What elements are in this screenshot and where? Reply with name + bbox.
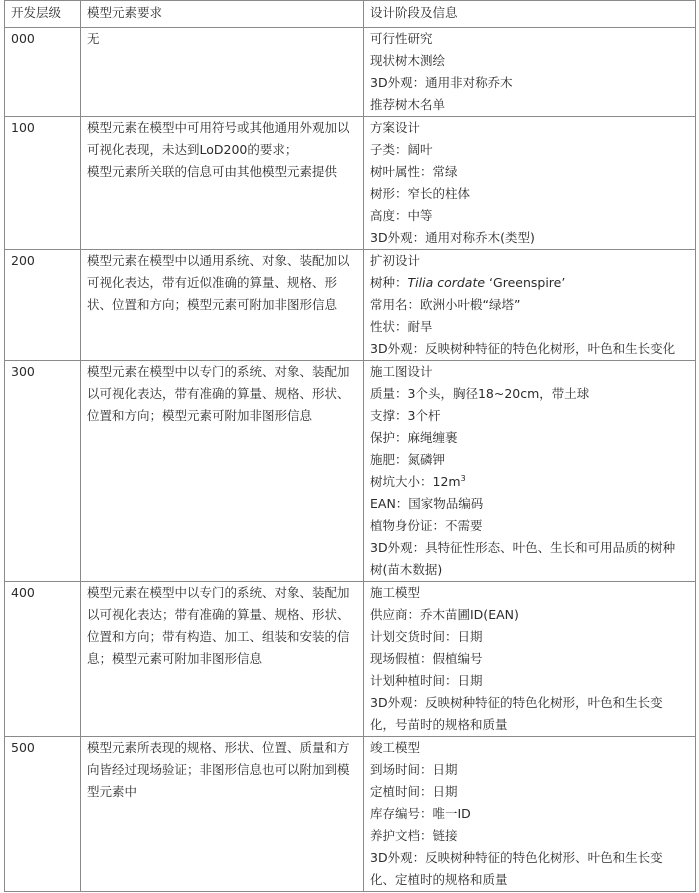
info-line: 计划交货时间：日期 (370, 629, 483, 644)
level-cell: 100 (5, 117, 81, 250)
species-prefix: 树种： (370, 275, 408, 290)
table-row (5, 28, 696, 117)
requirements-cell (81, 361, 364, 582)
info-line: 树形：窄长的柱体 (370, 186, 471, 201)
info-line: 化，号苗时的规格和质量 (370, 717, 508, 732)
info-line: 树叶属性：常绿 (370, 164, 458, 179)
requirement-line: 息；模型元素可附加非图形信息 (87, 651, 263, 666)
info-line: 树(苗木数据) (370, 562, 443, 577)
species-latin-name: Tilia cordate (407, 275, 486, 290)
requirement-line: 模型元素在模型中以专门的系统、对象、装配加 (87, 364, 350, 379)
info-line: 现状树木测绘 (370, 53, 446, 68)
requirement-line: 模型元素在模型中可用符号或其他通用外观加以 (87, 120, 350, 135)
info-line: 施肥：氮磷钾 (370, 452, 446, 467)
info-line: 3D外观：反映树种特征的特色化树形，叶色和生长变化 (370, 341, 676, 356)
table-row (5, 582, 696, 737)
info-cell (364, 117, 696, 250)
requirement-line: 向皆经过现场验证；非图形信息也可以附加到模 (87, 762, 350, 777)
pit-size-text: 树坑大小：12m (370, 474, 461, 489)
lod-table (4, 0, 696, 892)
info-line: 支撑：3个杆 (370, 408, 441, 423)
header-requirements: 模型元素要求 (81, 1, 364, 28)
requirement-line: 模型元素所表现的规格、形状、位置、质量和方 (87, 740, 350, 755)
requirements-cell (81, 737, 364, 892)
info-cell (364, 250, 696, 361)
requirements-cell (81, 250, 364, 361)
requirements-cell (81, 582, 364, 737)
info-line: 可行性研究 (370, 31, 433, 46)
info-line: 竣工模型 (370, 740, 421, 755)
info-line: 3D外观：反映树种特征的特色化树形，叶色和生长变 (370, 695, 663, 710)
info-line: 质量：3个头，胸径18~20cm，带土球 (370, 386, 590, 401)
info-line: 推荐树木名单 (370, 97, 446, 112)
table-row (5, 117, 696, 250)
info-line: 施工模型 (370, 585, 421, 600)
header-info: 设计阶段及信息 (364, 1, 696, 28)
info-cell (364, 28, 696, 117)
info-cell (364, 361, 696, 582)
requirement-line: 模型元素在模型中以通用系统、对象、装配加以 (87, 253, 350, 268)
table-header-row (5, 1, 696, 28)
level-cell: 300 (5, 361, 81, 582)
info-line: 3D外观：具特征性形态、叶色、生长和可用品质的树种 (370, 540, 676, 555)
header-level: 开发层级 (5, 1, 81, 28)
requirement-line: 可视化表达，带有近似准确的算量、规格、形 (87, 275, 338, 290)
info-line: 库存编号：唯一ID (370, 806, 471, 821)
pit-size-exponent: 3 (460, 473, 466, 483)
level-cell: 200 (5, 250, 81, 361)
species-cultivar: ‘Greenspire’ (489, 275, 566, 290)
pit-size-line (370, 471, 690, 493)
level-cell: 000 (5, 28, 81, 117)
info-line: 化、定植时的规格和质量 (370, 872, 508, 887)
info-line: 植物身份证：不需要 (370, 518, 483, 533)
requirement-line: 模型元素所关联的信息可由其他模型元素提供 (87, 164, 338, 179)
info-line: 性状：耐旱 (370, 319, 433, 334)
requirement-line: 以可视化表达，带有准确的算量、规格、形状、 (87, 386, 350, 401)
table-row (5, 250, 696, 361)
requirement-line: 可视化表现，未达到LoD200的要求； (87, 142, 298, 157)
info-line: 到场时间：日期 (370, 762, 458, 777)
info-line: 养护文档：链接 (370, 828, 458, 843)
info-cell (364, 737, 696, 892)
table-row (5, 737, 696, 892)
requirement-line: 状、位置和方向；模型元素可附加非图形信息 (87, 297, 338, 312)
info-line: 常用名：欧洲小叶椴“绿塔” (370, 297, 521, 312)
info-line: 高度：中等 (370, 208, 433, 223)
species-line (370, 272, 690, 294)
requirement-line: 无 (87, 31, 100, 46)
requirement-line: 位置和方向；模型元素可附加非图形信息 (87, 408, 313, 423)
requirements-cell (81, 28, 364, 117)
requirements-cell (81, 117, 364, 250)
requirement-line: 模型元素在模型中以专门的系统、对象、装配加 (87, 585, 350, 600)
info-line: 计划种植时间：日期 (370, 673, 483, 688)
info-line: 3D外观：通用非对称乔木 (370, 75, 513, 90)
info-line: 3D外观：反映树种特征的特色化树形、叶色和生长变 (370, 850, 663, 865)
info-line: 方案设计 (370, 120, 421, 135)
info-line: 扩初设计 (370, 253, 421, 268)
requirement-line: 型元素中 (87, 784, 138, 799)
info-line: 保护：麻绳缠裹 (370, 430, 458, 445)
info-line: 3D外观：通用对称乔木(类型) (370, 230, 535, 245)
requirement-line: 以可视化表达；带有准确的算量、规格、形状、 (87, 607, 350, 622)
info-line: 供应商：乔木苗圃ID(EAN) (370, 607, 519, 622)
info-line: EAN：国家物品编码 (370, 496, 484, 511)
level-cell: 500 (5, 737, 81, 892)
info-line: 子类：阔叶 (370, 142, 433, 157)
info-line: 施工图设计 (370, 364, 433, 379)
info-line: 定植时间：日期 (370, 784, 458, 799)
info-cell (364, 582, 696, 737)
table-row (5, 361, 696, 582)
requirement-line: 位置和方向；带有构造、加工、组装和安装的信 (87, 629, 350, 644)
level-cell: 400 (5, 582, 81, 737)
info-line: 现场假植：假植编号 (370, 651, 483, 666)
